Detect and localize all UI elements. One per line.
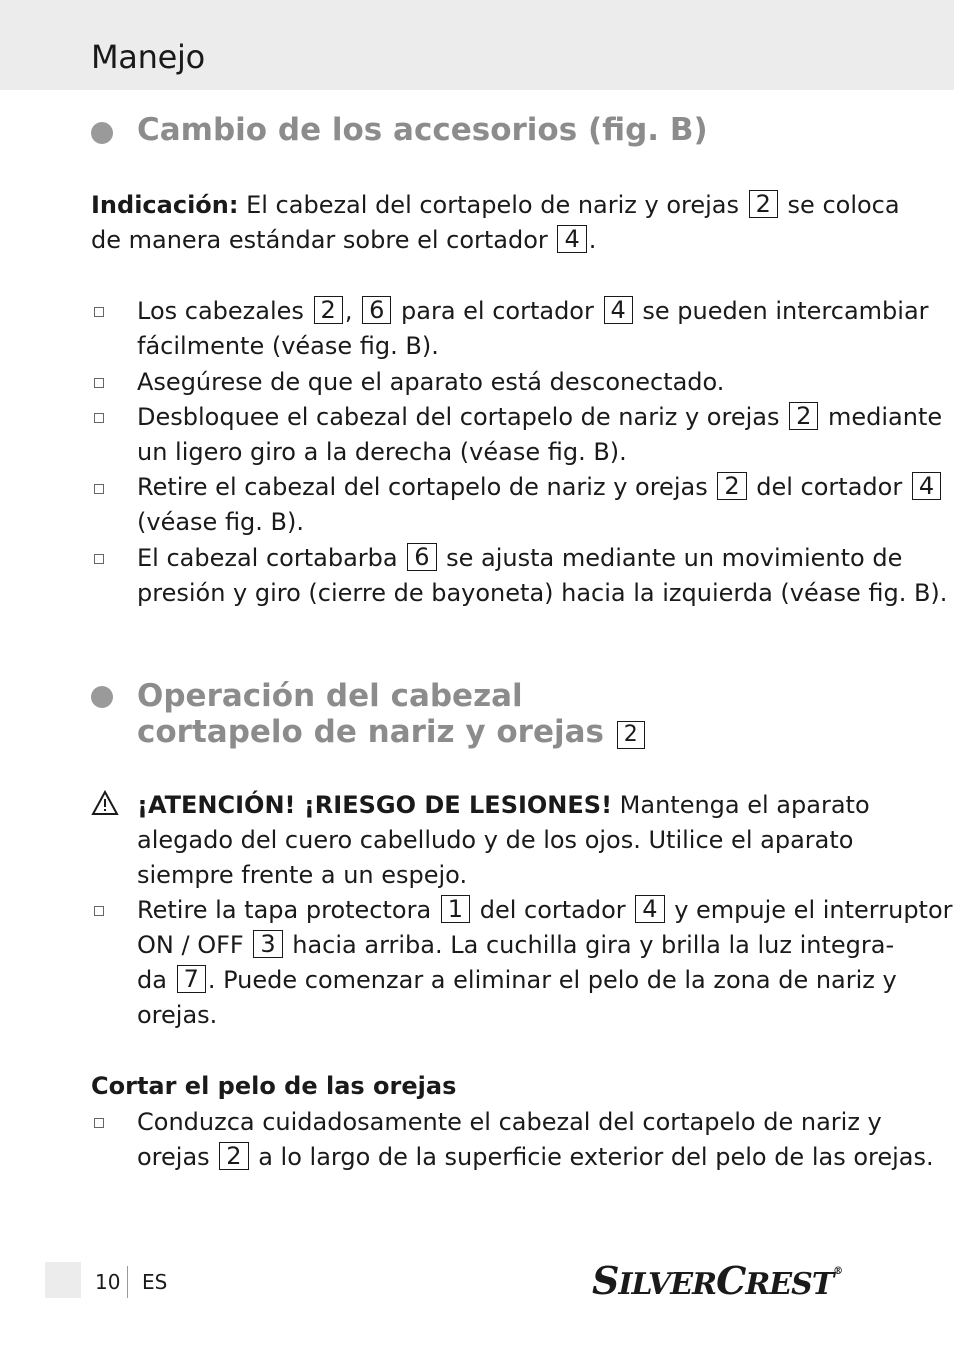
item-text: Desbloquee el cabezal del cortapelo de nariz y orejas xyxy=(137,403,788,431)
note-text: de manera estándar sobre el cortador xyxy=(91,226,556,254)
section-title: Cambio de los accesorios (fig. B) xyxy=(137,112,708,148)
list-item xyxy=(137,400,942,435)
brand-letters: REST xyxy=(745,1267,834,1302)
ref-box: 2 xyxy=(717,472,746,500)
item-text: y empuje el interruptor xyxy=(666,896,953,924)
item-text: se ajusta mediante un movimiento de xyxy=(438,544,903,572)
warning-label: ¡ATENCIÓN! ¡RIESGO DE LESIONES! xyxy=(137,791,613,819)
ref-box: 4 xyxy=(635,895,664,923)
brand-letters: ILVER xyxy=(618,1267,717,1302)
checkbox-square-icon xyxy=(94,378,104,388)
list-item xyxy=(137,470,943,505)
list-item xyxy=(137,541,902,576)
item-text: se pueden intercambiar xyxy=(634,297,929,325)
ref-box: 2 xyxy=(749,190,778,218)
item-text: Los cabezales xyxy=(137,297,312,325)
note-text: El cabezal del cortapelo de nariz y orejas xyxy=(238,191,747,219)
ref-box: 4 xyxy=(604,296,633,324)
ref-box: 2 xyxy=(219,1142,248,1170)
footer-divider xyxy=(127,1266,128,1298)
ref-box: 7 xyxy=(177,965,206,993)
item-text: mediante xyxy=(820,403,943,431)
language-code: ES xyxy=(142,1270,168,1294)
footer-marker xyxy=(45,1262,81,1298)
list-item xyxy=(137,893,953,928)
note-label: Indicación: xyxy=(91,191,239,219)
note-line-2 xyxy=(91,223,596,258)
section-title-line-2 xyxy=(137,714,647,750)
list-item: Asegúrese de que el aparato está desconectado. xyxy=(137,368,725,396)
checkbox-square-icon xyxy=(94,906,104,916)
note-line-1 xyxy=(91,188,900,223)
sub-heading: Cortar el pelo de las orejas xyxy=(91,1072,457,1100)
brand-logo xyxy=(592,1258,842,1303)
section-bullet-icon xyxy=(91,122,113,144)
note-text: se coloca xyxy=(779,191,900,219)
item-text: Retire la tapa protectora xyxy=(137,896,439,924)
item-text: del cortador xyxy=(472,896,634,924)
warning-text: Mantenga el aparato xyxy=(612,791,870,819)
warning-triangle-icon xyxy=(91,790,119,820)
brand-letter: S xyxy=(592,1258,619,1303)
ref-box: 2 xyxy=(789,402,818,430)
page-number: 10 xyxy=(95,1270,121,1294)
brand-letter: C xyxy=(716,1258,746,1303)
checkbox-square-icon xyxy=(94,484,104,494)
warning-line-1 xyxy=(137,788,870,823)
item-text: ON / OFF xyxy=(137,931,252,959)
item-text: hacia arriba. La cuchilla gira y brilla la luz integra- xyxy=(284,931,895,959)
ref-box: 2 xyxy=(617,721,645,749)
item-text: da xyxy=(137,966,175,994)
list-item-continuation xyxy=(137,1140,934,1175)
item-text: . Puede comenzar a eliminar el pelo de la zona de nariz y xyxy=(207,966,897,994)
item-text: para el cortador xyxy=(393,297,602,325)
list-item xyxy=(137,294,929,329)
ref-box: 6 xyxy=(407,543,436,571)
section-bullet-icon xyxy=(91,686,113,708)
list-item-continuation xyxy=(137,963,897,998)
ref-box: 3 xyxy=(253,930,282,958)
item-text: Retire el cabezal del cortapelo de nariz y orejas xyxy=(137,473,716,501)
item-text: , xyxy=(344,297,361,325)
list-item: Conduzca cuidadosamente el cabezal del cortapelo de nariz y xyxy=(137,1108,882,1136)
checkbox-square-icon xyxy=(94,413,104,423)
list-item-continuation: presión y giro (cierre de bayoneta) hacia la izquierda (véase fig. B). xyxy=(137,579,948,607)
list-item-continuation xyxy=(137,928,894,963)
ref-box: 1 xyxy=(441,895,470,923)
item-text: El cabezal cortabarba xyxy=(137,544,406,572)
warning-line-2: alegado del cuero cabelludo y de los ojos. Utilice el aparato xyxy=(137,826,854,854)
ref-box: 6 xyxy=(362,296,391,324)
checkbox-square-icon xyxy=(94,1118,104,1128)
list-item-continuation: orejas. xyxy=(137,1001,218,1029)
ref-box: 2 xyxy=(314,296,343,324)
registered-mark: ® xyxy=(833,1266,843,1277)
page-title: Manejo xyxy=(91,38,205,76)
list-item-continuation: un ligero giro a la derecha (véase fig. B). xyxy=(137,438,627,466)
list-item-continuation: (véase fig. B). xyxy=(137,508,305,536)
checkbox-square-icon xyxy=(94,307,104,317)
item-text: del cortador xyxy=(748,473,910,501)
warning-line-3: siempre frente a un espejo. xyxy=(137,861,468,889)
section-title-text: cortapelo de nariz y orejas xyxy=(137,714,615,750)
note-text: . xyxy=(588,226,597,254)
list-item-continuation: fácilmente (véase fig. B). xyxy=(137,332,439,360)
item-text: orejas xyxy=(137,1143,218,1171)
ref-box: 4 xyxy=(557,225,586,253)
checkbox-square-icon xyxy=(94,554,104,564)
section-title-line-1: Operación del cabezal xyxy=(137,678,523,714)
ref-box: 4 xyxy=(912,472,941,500)
item-text: a lo largo de la superficie exterior del pelo de las orejas. xyxy=(250,1143,934,1171)
